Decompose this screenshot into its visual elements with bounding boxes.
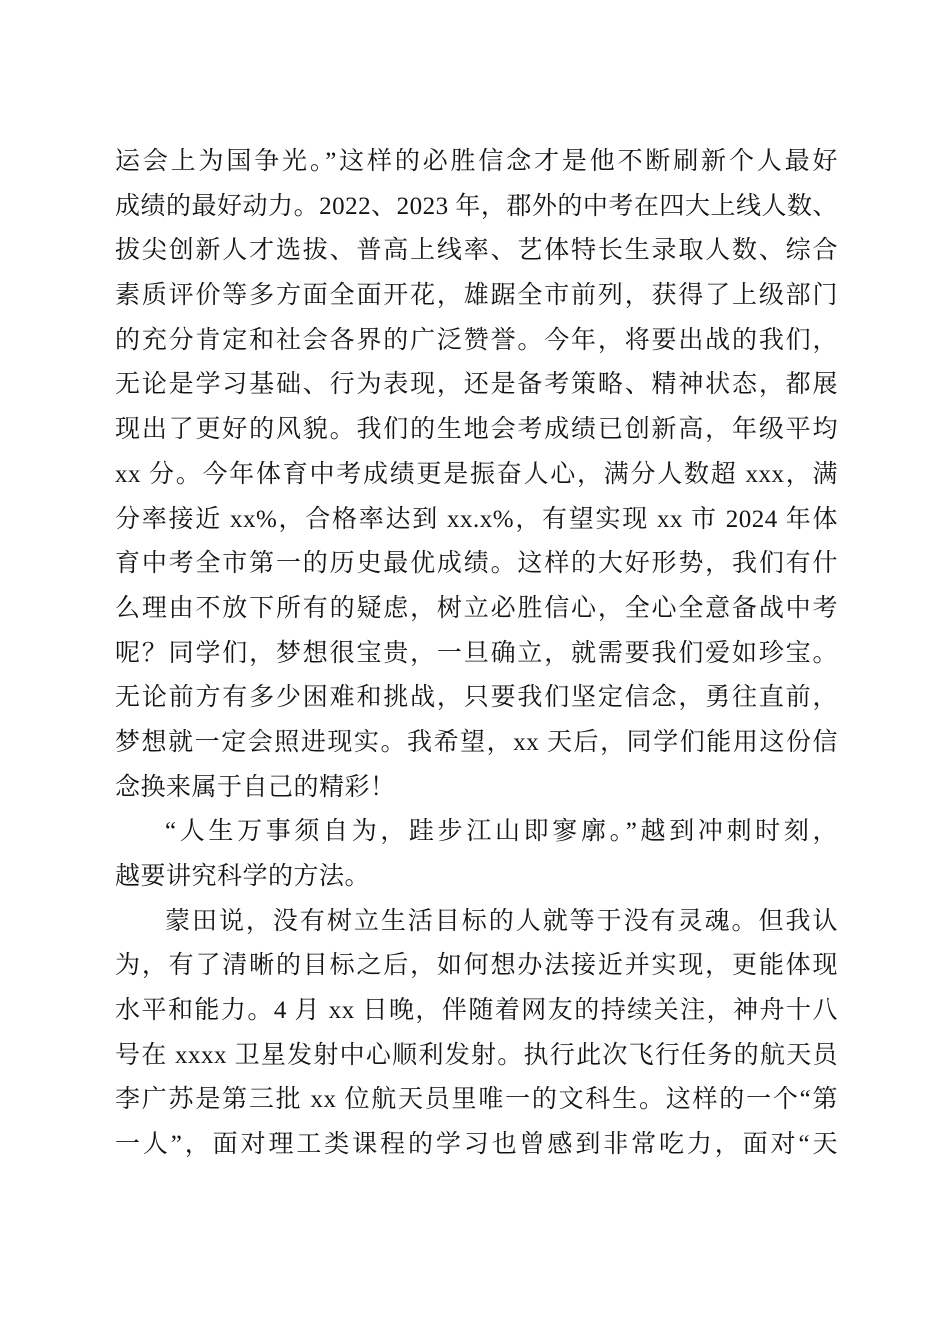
text-line: 无论是学习基础、行为表现，还是备考策略、精神状态，都展 bbox=[115, 371, 838, 399]
text-block bbox=[115, 140, 838, 1168]
text-line: 李广苏是第三批 xx 位航天员里唯一的文科生。这样的一个“第 bbox=[115, 1086, 838, 1114]
text-line: 无论前方有多少困难和挑战，只要我们坚定信念，勇往直前， bbox=[115, 684, 838, 712]
text-line: 的充分肯定和社会各界的广泛赞誉。今年，将要出战的我们， bbox=[115, 326, 838, 354]
text-line: 运会上为国争光。”这样的必胜信念才是他不断刷新个人最好 bbox=[115, 148, 838, 175]
text-line: 素质评价等多方面全面开花，雄踞全市前列，获得了上级部门 bbox=[115, 282, 838, 310]
text-line: xx 分。今年体育中考成绩更是振奋人心，满分人数超 xxx，满 bbox=[115, 460, 838, 488]
text-line: 梦想就一定会照进现实。我希望，xx 天后，同学们能用这份信 bbox=[115, 728, 838, 756]
text-line: 蒙田说，没有树立生活目标的人就等于没有灵魂。但我认 bbox=[165, 907, 838, 935]
text-line: 水平和能力。4 月 xx 日晚，伴随着网友的持续关注，神舟十八 bbox=[115, 997, 838, 1025]
text-line: 念换来属于自己的精彩！ bbox=[115, 773, 396, 801]
text-line: 分率接近 xx%，合格率达到 xx.x%，有望实现 xx 市 2024 年体 bbox=[115, 505, 838, 533]
text-line: 育中考全市第一的历史最优成绩。这样的大好形势，我们有什 bbox=[115, 550, 838, 578]
text-line: 么理由不放下所有的疑虑，树立必胜信心，全心全意备战中考 bbox=[115, 594, 838, 622]
text-line: 呢？同学们，梦想很宝贵，一旦确立，就需要我们爱如珍宝。 bbox=[115, 639, 838, 667]
text-line: 一人”，面对理工类课程的学习也曾感到非常吃力，面对“天 bbox=[115, 1131, 838, 1159]
text-line: 拔尖创新人才选拔、普高上线率、艺体特长生录取人数、综合 bbox=[115, 237, 838, 265]
text-line: 为，有了清晰的目标之后，如何想办法接近并实现，更能体现 bbox=[115, 952, 838, 980]
text-line: 越要讲究科学的方法。 bbox=[115, 863, 371, 890]
text-line: 现出了更好的风貌。我们的生地会考成绩已创新高，年级平均 bbox=[115, 416, 838, 444]
text-line: 号在 xxxx 卫星发射中心顺利发射。执行此次飞行任务的航天员 bbox=[115, 1041, 838, 1069]
text-line: “人生万事须自为，跬步江山即寥廓。”越到冲刺时刻， bbox=[165, 818, 838, 846]
text-line: 成绩的最好动力。2022、2023 年，郡外的中考在四大上线人数、 bbox=[115, 192, 838, 220]
